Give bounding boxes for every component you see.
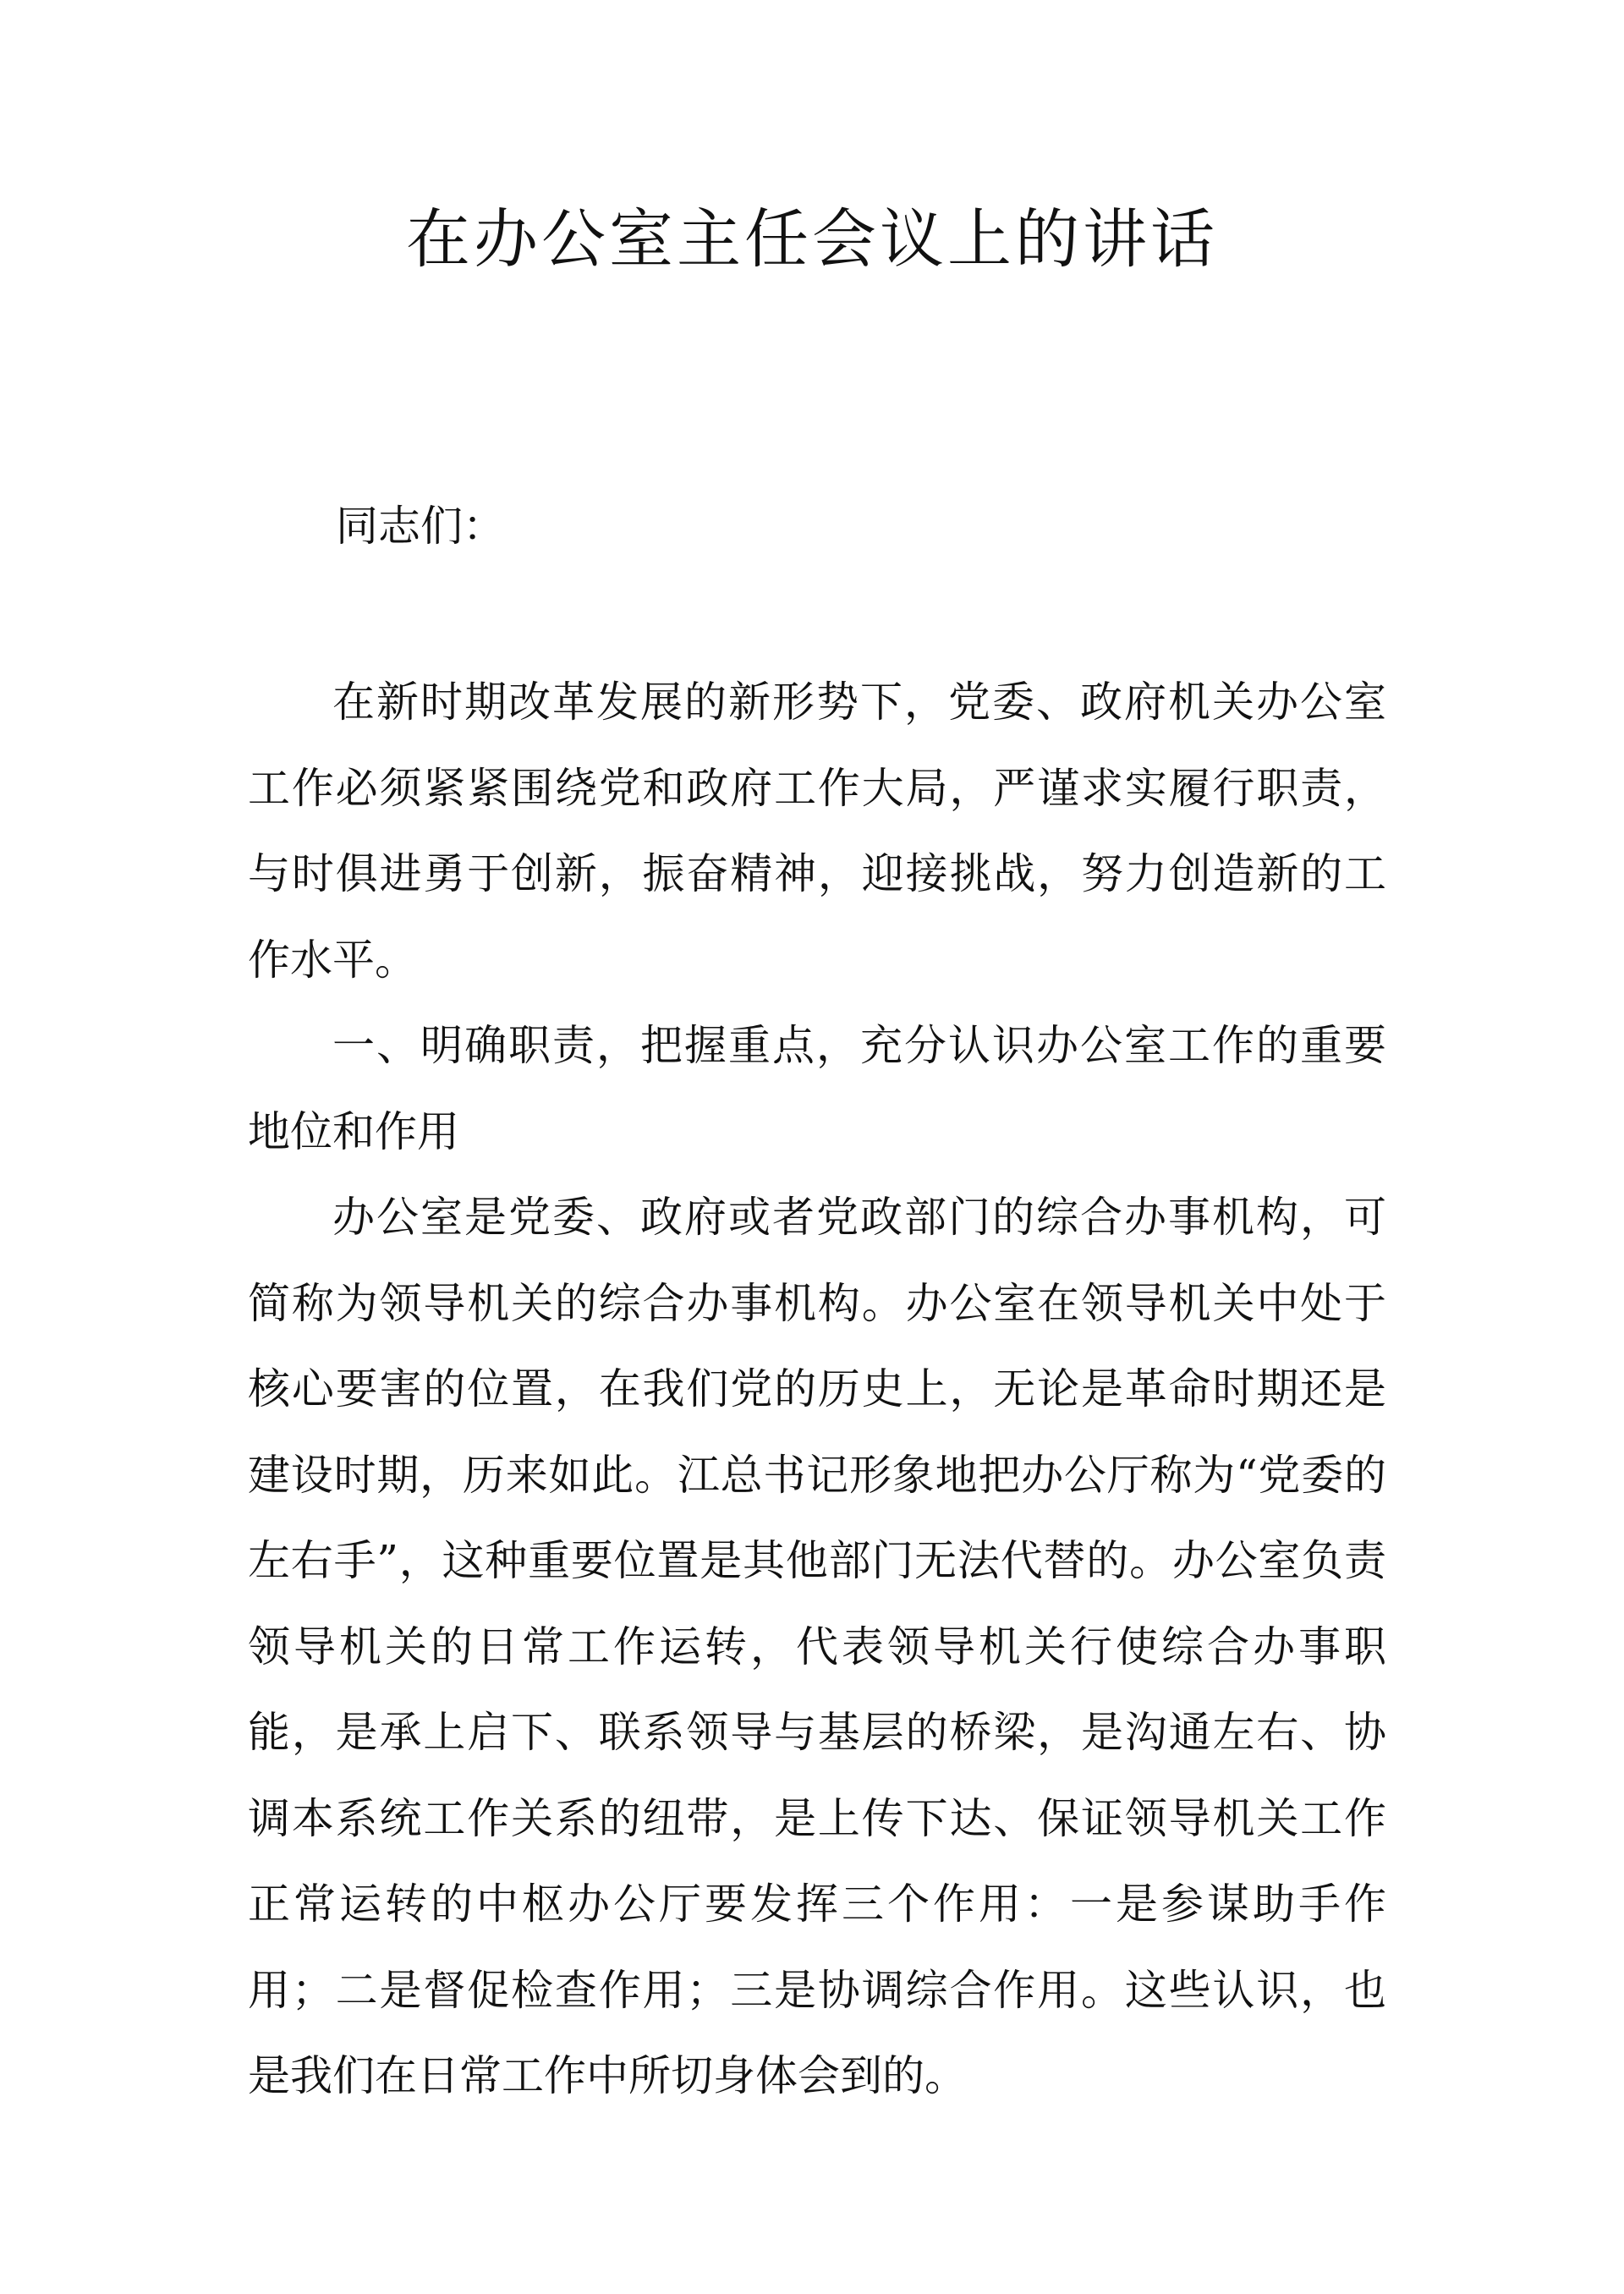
paragraph-intro: 在新时期改革发展的新形势下，党委、政府机关办公室工作必须紧紧围绕党和政府工作大局，严谨求实履行职责，与时俱进勇于创新，振奋精神，迎接挑战，努力创造新的工作水平。 — [248, 678, 1386, 985]
section-heading-one: 一、明确职责，把握重点，充分认识办公室工作的重要地位和作用 — [248, 1021, 1386, 1156]
paragraph-office-role: 办公室是党委、政府或者党政部门的综合办事机构，可简称为领导机关的综合办事机构。办公室在领导机关中处于核心要害的位置，在我们党的历史上，无论是革命时期还是建设时期，历来如此。江总书记形象地把办公厅称为“党委的左右手”，这种重要位置是其他部门无法代替的。办公室负责领导机关的日常工作运转，代表领导机关行使综合办事职能，是承上启下、联系领导与基层的桥梁，是沟通左右、协调本系统工作关系的纽带，是上传下达、保证领导机关工作正常运转的中枢办公厅要发挥三个作用：一是参谋助手作用；二是督促检查作用；三是协调综合作用。这些认识，也是我们在日常工作中所切身体会到的。 — [248, 1193, 1386, 2100]
salutation: 同志们： — [336, 502, 505, 551]
document-title: 在办公室主任会议上的讲话 — [406, 201, 1218, 277]
document-body — [248, 660, 1386, 2120]
